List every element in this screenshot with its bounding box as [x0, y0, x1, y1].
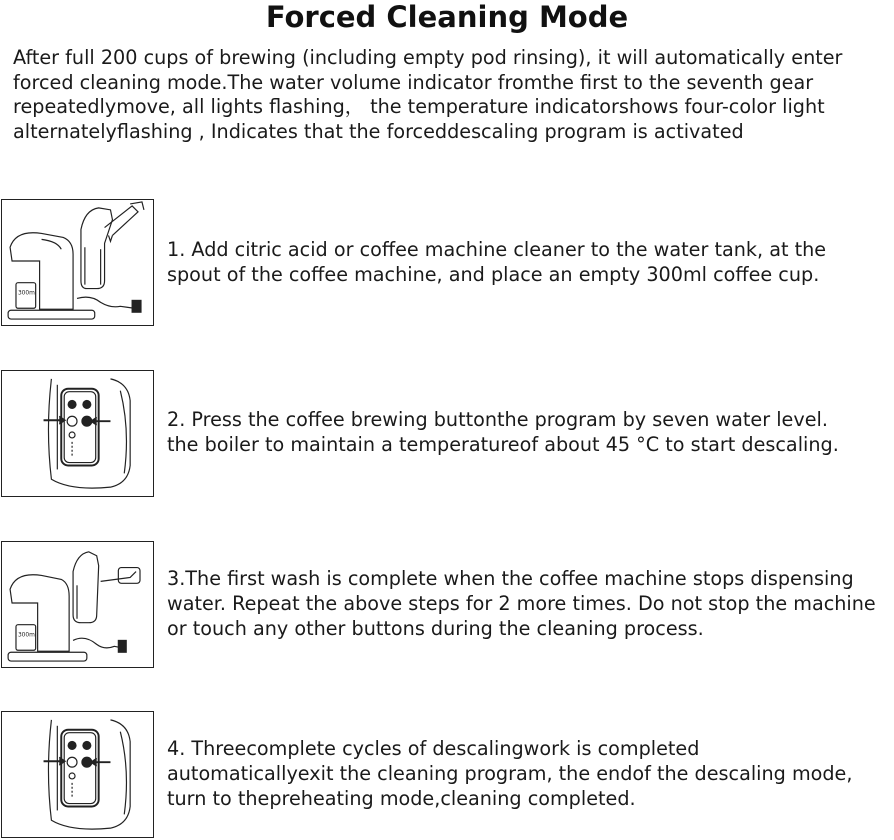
step-line: 4. Threecomplete cycles of descalingwork is completed — [167, 737, 700, 760]
step-1-text — [167, 237, 894, 287]
step-line: 3.The first wash is complete when the coffee machine stops dispensing — [167, 567, 854, 590]
step-line: or touch any other buttons during the cleaning process. — [167, 617, 704, 640]
coffee-machine-with-bottle-icon — [2, 200, 153, 325]
svg-text:300ml: 300ml — [17, 632, 37, 639]
step-2-text — [167, 407, 894, 457]
step-4-illustration — [1, 711, 154, 838]
step-4-text — [167, 736, 894, 811]
step-line: turn to thepreheating mode,cleaning completed. — [167, 787, 636, 810]
step-2-illustration — [1, 370, 154, 497]
step-line: water. Repeat the above steps for 2 more times. Do not stop the machine — [167, 592, 876, 615]
page-title: Forced Cleaning Mode — [265, 0, 629, 34]
intro-paragraph — [13, 46, 889, 144]
intro-line: alternatelyflashing , Indicates that the forceddescaling program is activated — [13, 119, 744, 143]
svg-text:300ml: 300ml — [17, 290, 37, 297]
step-1-illustration — [1, 199, 154, 326]
control-panel-icon — [2, 712, 153, 837]
step-3-text — [167, 566, 894, 641]
step-line: spout of the coffee machine, and place an empty 300ml coffee cup. — [167, 263, 820, 286]
intro-line: forced cleaning mode.The water volume indicator fromthe first to the seventh gear — [13, 70, 814, 94]
coffee-machine-with-tank-icon — [2, 542, 153, 667]
step-line: 1. Add citric acid or coffee machine cleaner to the water tank, at the — [167, 238, 827, 261]
control-panel-icon — [2, 371, 153, 496]
step-line: the boiler to maintain a temperatureof about 45 °C to start descaling. — [167, 433, 839, 456]
intro-line: repeatedlymove, all lights flashing， the temperature indicatorshows four-color light — [13, 95, 825, 118]
step-3-illustration — [1, 541, 154, 668]
step-line: automaticallyexit the cleaning program, the endof the descaling mode, — [167, 762, 853, 785]
step-line: 2. Press the coffee brewing buttonthe program by seven water level. — [167, 408, 828, 431]
intro-line: After full 200 cups of brewing (including empty pod rinsing), it will automatically enter — [13, 46, 843, 69]
